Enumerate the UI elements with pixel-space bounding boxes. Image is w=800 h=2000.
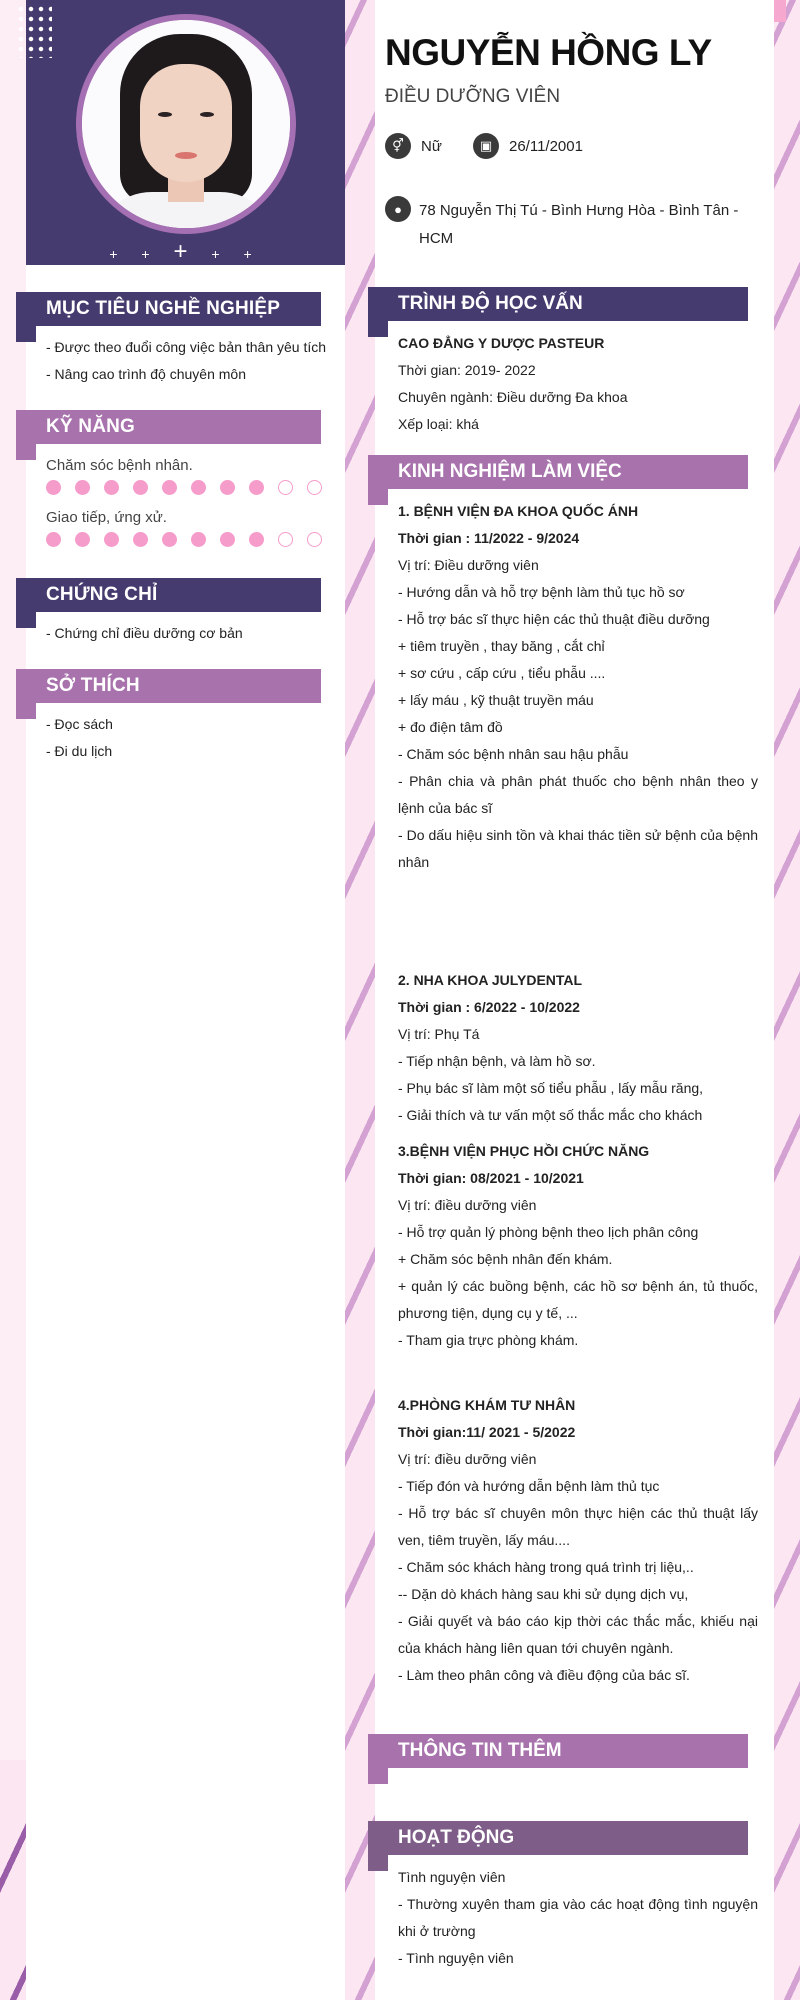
education-time: Thời gian: 2019- 2022	[398, 362, 536, 378]
job-company: 2. NHA KHOA JULYDENTAL	[398, 972, 583, 988]
job-line: - Tiếp đón và hướng dẫn bệnh làm thủ tục	[398, 1478, 660, 1494]
address-row	[385, 196, 421, 222]
skill-label: Giao tiếp, ứng xử.	[46, 509, 167, 526]
job-line: + tiêm truyền , thay băng , cắt chỉ	[398, 638, 605, 654]
experience-heading: KINH NGHIỆM LÀM VIỆC	[368, 455, 748, 489]
job-line: - Phân chia và phân phát thuốc cho bệnh nhân theo y lệnh của bác sĩ	[398, 773, 758, 816]
job-time: Thời gian:11/ 2021 - 5/2022	[398, 1424, 576, 1440]
job-title: ĐIỀU DƯỠNG VIÊN	[385, 86, 561, 107]
birthday-value: 26/11/2001	[509, 137, 583, 155]
job-time: Thời gian: 08/2021 - 10/2021	[398, 1170, 584, 1186]
education-block	[398, 330, 758, 438]
gender-icon: ⚥	[385, 133, 411, 159]
rating-dot-filled	[162, 480, 177, 495]
full-name: NGUYỄN HỒNG LY	[385, 32, 712, 73]
skill-rating	[46, 480, 322, 495]
skills-heading: KỸ NĂNG	[16, 410, 321, 444]
extra-info-heading: THÔNG TIN THÊM	[368, 1734, 748, 1768]
activity-item: Tình nguyện viên	[398, 1869, 506, 1885]
job-line: + Chăm sóc bệnh nhân đến khám.	[398, 1251, 613, 1267]
hobbies-heading: SỞ THÍCH	[16, 669, 321, 703]
skill-rating	[46, 532, 322, 547]
experience-job	[398, 498, 758, 876]
sparkle-decoration: + + + + +	[109, 238, 262, 265]
rating-dot-filled	[220, 480, 235, 495]
rating-dot-filled	[75, 532, 90, 547]
education-grade: Xếp loại: khá	[398, 416, 479, 432]
activities-list	[398, 1864, 758, 1972]
rating-dot-empty	[278, 480, 293, 495]
objective-list	[46, 334, 326, 388]
rating-dot-empty	[307, 480, 322, 495]
job-line: + đo điện tâm đồ	[398, 719, 503, 735]
left-column	[26, 0, 345, 2000]
objective-heading: MỤC TIÊU NGHỀ NGHIỆP	[16, 292, 321, 326]
experience-job	[398, 1138, 758, 1354]
hobby-item: - Đọc sách	[46, 716, 113, 732]
rating-dot-filled	[162, 532, 177, 547]
job-company: 3.BỆNH VIỆN PHỤC HỒI CHỨC NĂNG	[398, 1143, 650, 1159]
activity-item: - Thường xuyên tham gia vào các hoạt động tình nguyện khi ở trường	[398, 1896, 758, 1939]
job-line: - Hỗ trợ bác sĩ thực hiện các thủ thuật điều dưỡng	[398, 611, 710, 627]
skill-label: Chăm sóc bệnh nhân.	[46, 457, 193, 474]
job-line: -- Dặn dò khách hàng sau khi sử dụng dịch vụ,	[398, 1586, 689, 1602]
location-pin-icon: ●	[385, 196, 411, 222]
objective-item: - Nâng cao trình độ chuyên môn	[46, 366, 247, 382]
address-value: 78 Nguyễn Thị Tú - Bình Hưng Hòa - Bình Tân - HCM	[419, 202, 739, 247]
job-line: - Làm theo phân công và điều động của bác sĩ.	[398, 1667, 690, 1683]
rating-dot-filled	[191, 532, 206, 547]
dot-pattern	[16, 4, 52, 58]
job-line: + sơ cứu , cấp cứu , tiểu phẫu ....	[398, 665, 606, 681]
birthday-row	[473, 133, 583, 159]
job-company: 4.PHÒNG KHÁM TƯ NHÂN	[398, 1397, 576, 1413]
job-line: Vị trí: Điều dưỡng viên	[398, 557, 539, 573]
job-line: - Tiếp nhận bệnh, và làm hồ sơ.	[398, 1053, 596, 1069]
job-line: - Hướng dẫn và hỗ trợ bệnh làm thủ tục hồ sơ	[398, 584, 685, 600]
job-line: Vị trí: điều dưỡng viên	[398, 1451, 537, 1467]
gender-row	[385, 133, 442, 159]
certificates-heading: CHỨNG CHỈ	[16, 578, 321, 612]
certificate-item: - Chứng chỉ điều dưỡng cơ bản	[46, 625, 243, 641]
school-name: CAO ĐẲNG Y DƯỢC PASTEUR	[398, 335, 605, 351]
education-heading: TRÌNH ĐỘ HỌC VẤN	[368, 287, 748, 321]
job-line: - Giải quyết và báo cáo kịp thời các thắc mắc, khiếu nại của khách hàng liên quan tới chuyên ngành.	[398, 1613, 758, 1656]
job-line: - Chăm sóc khách hàng trong quá trình trị liệu,..	[398, 1559, 694, 1575]
rating-dot-filled	[46, 532, 61, 547]
rating-dot-filled	[220, 532, 235, 547]
rating-dot-empty	[307, 532, 322, 547]
experience-job	[398, 1392, 758, 1689]
hobbies-list	[46, 711, 113, 765]
rating-dot-filled	[104, 480, 119, 495]
rating-dot-filled	[249, 480, 264, 495]
id-card-icon: ▣	[473, 133, 499, 159]
gender-value: Nữ	[421, 137, 442, 155]
right-column	[375, 0, 774, 2000]
job-line: - Chăm sóc bệnh nhân sau hậu phẫu	[398, 746, 629, 762]
job-line: - Tham gia trực phòng khám.	[398, 1332, 579, 1348]
hobby-item: - Đi du lịch	[46, 743, 113, 759]
job-time: Thời gian : 6/2022 - 10/2022	[398, 999, 580, 1015]
activity-item: - Tình nguyện viên	[398, 1950, 514, 1966]
certificates-list	[46, 620, 243, 647]
job-line: + quản lý các buồng bệnh, các hồ sơ bệnh án, tủ thuốc, phương tiện, dụng cụ y tế, ...	[398, 1278, 758, 1321]
job-line: Vị trí: điều dưỡng viên	[398, 1197, 537, 1213]
job-line: - Do dấu hiệu sinh tồn và khai thác tiền sử bệnh của bệnh nhân	[398, 827, 758, 870]
education-major: Chuyên ngành: Điều dưỡng Đa khoa	[398, 389, 628, 405]
job-line: - Hỗ trợ quản lý phòng bệnh theo lịch phân công	[398, 1224, 699, 1240]
right-decorative-stripes	[774, 0, 800, 2000]
rating-dot-filled	[249, 532, 264, 547]
rating-dot-filled	[133, 480, 148, 495]
job-line: - Hỗ trợ bác sĩ chuyên môn thực hiện các thủ thuật lấy ven, tiêm truyền, lấy máu....	[398, 1505, 758, 1548]
experience-job	[398, 967, 758, 1129]
photo-block	[26, 0, 345, 265]
job-line: - Phụ bác sĩ làm một số tiểu phẫu , lấy mẫu răng,	[398, 1080, 704, 1096]
rating-dot-filled	[46, 480, 61, 495]
rating-dot-empty	[278, 532, 293, 547]
job-line: Vị trí: Phụ Tá	[398, 1026, 480, 1042]
rating-dot-filled	[75, 480, 90, 495]
objective-item: - Được theo đuổi công việc bản thân yêu tích	[46, 339, 327, 355]
job-time: Thời gian : 11/2022 - 9/2024	[398, 530, 580, 546]
rating-dot-filled	[191, 480, 206, 495]
rating-dot-filled	[104, 532, 119, 547]
activities-heading: HOẠT ĐỘNG	[368, 1821, 748, 1855]
job-company: 1. BỆNH VIỆN ĐA KHOA QUỐC ÁNH	[398, 503, 639, 519]
avatar	[76, 14, 296, 234]
rating-dot-filled	[133, 532, 148, 547]
job-line: - Giải thích và tư vấn một số thắc mắc cho khách	[398, 1107, 703, 1123]
job-line: + lấy máu , kỹ thuật truyền máu	[398, 692, 594, 708]
